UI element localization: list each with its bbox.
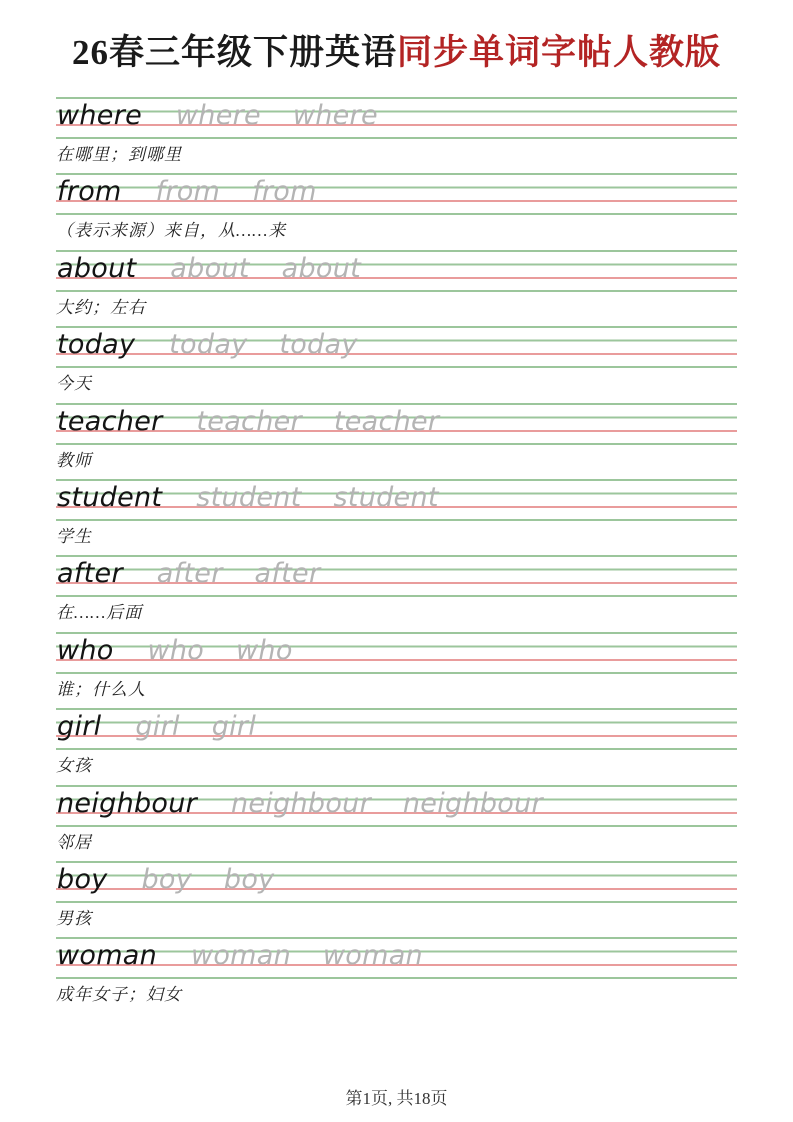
title-red-part: 同步单词字帖人教版 <box>397 33 722 72</box>
word-entry <box>56 632 737 701</box>
four-line-writing-guide <box>56 326 737 368</box>
word-trace-2: girl <box>211 711 257 743</box>
word-trace-2: today <box>279 329 358 361</box>
word-practice-line <box>57 326 737 364</box>
word-trace-1: teacher <box>196 405 302 437</box>
word-main: today <box>57 329 136 361</box>
word-trace-1: boy <box>141 863 192 895</box>
page-number-label: 第1页, 共18页 <box>345 1089 448 1108</box>
word-main: who <box>57 634 114 666</box>
word-trace-1: student <box>196 481 302 513</box>
word-entry <box>56 173 737 242</box>
word-entry <box>56 861 737 930</box>
word-trace-2: after <box>254 558 321 590</box>
word-meaning: 大约；左右 <box>56 297 146 317</box>
word-meaning: 今天 <box>56 374 92 394</box>
title-black-part: 26春三年级下册英语 <box>71 33 397 72</box>
word-meaning: 在……后面 <box>56 603 143 623</box>
word-entry <box>56 785 737 854</box>
four-line-writing-guide <box>56 937 737 979</box>
word-practice-line <box>57 785 737 823</box>
word-meaning: 在哪里；到哪里 <box>56 145 182 164</box>
word-practice-line <box>57 937 737 975</box>
word-entry <box>56 555 737 624</box>
four-line-writing-guide <box>56 403 737 445</box>
word-meaning: 邻居 <box>56 832 92 852</box>
word-trace-2: where <box>292 100 378 131</box>
word-main: from <box>57 176 122 208</box>
word-main: student <box>57 481 163 513</box>
four-line-writing-guide <box>56 632 737 674</box>
word-meaning: 成年女子；妇女 <box>56 985 182 1005</box>
word-meaning: 谁；什么人 <box>56 679 146 699</box>
four-line-writing-guide <box>56 861 737 903</box>
word-entry <box>56 479 737 548</box>
four-line-writing-guide <box>56 555 737 597</box>
word-trace-2: from <box>252 176 317 208</box>
word-meaning: 女孩 <box>56 756 92 776</box>
word-main: where <box>57 100 143 131</box>
word-trace-2: woman <box>322 940 423 972</box>
word-entry <box>56 250 737 319</box>
word-practice-line <box>57 250 737 288</box>
word-trace-2: student <box>333 481 439 513</box>
word-trace-2: boy <box>223 863 275 895</box>
word-entry <box>56 326 737 395</box>
word-practice-line <box>57 403 737 441</box>
word-practice-line <box>57 861 737 899</box>
word-entry <box>56 708 737 777</box>
word-practice-line <box>57 708 737 746</box>
word-practice-line <box>57 632 737 670</box>
word-entry <box>56 937 737 1006</box>
word-trace-1: from <box>155 176 221 208</box>
word-trace-1: today <box>169 329 248 361</box>
word-main: woman <box>57 940 158 972</box>
four-line-writing-guide <box>56 173 737 215</box>
word-trace-1: neighbour <box>230 787 371 819</box>
word-main: neighbour <box>57 787 198 819</box>
four-line-writing-guide <box>56 785 737 827</box>
word-main: after <box>57 558 123 590</box>
word-practice-line <box>57 173 737 211</box>
word-trace-2: about <box>281 252 361 284</box>
four-line-writing-guide <box>56 97 737 139</box>
word-main: girl <box>57 711 102 743</box>
four-line-writing-guide <box>56 479 737 521</box>
four-line-writing-guide <box>56 250 737 292</box>
page-footer <box>0 1084 793 1109</box>
four-line-writing-guide <box>56 708 737 750</box>
word-practice-line <box>57 479 737 517</box>
word-main: teacher <box>57 405 163 437</box>
word-main: boy <box>57 863 108 895</box>
word-trace-2: teacher <box>333 405 440 437</box>
word-trace-1: where <box>175 100 261 131</box>
word-entry <box>56 403 737 472</box>
page-title <box>0 32 793 74</box>
word-main: about <box>57 252 137 284</box>
word-meaning: 学生 <box>56 526 92 546</box>
word-trace-1: woman <box>190 940 292 972</box>
word-meaning: （表示来源）来自，从……来 <box>56 221 287 241</box>
word-entry <box>56 97 737 166</box>
word-meaning: 教师 <box>56 450 92 470</box>
word-trace-1: girl <box>135 711 180 743</box>
word-trace-1: about <box>170 252 250 284</box>
word-entry-list <box>56 97 737 1006</box>
word-practice-line <box>57 555 737 593</box>
word-meaning: 男孩 <box>56 908 92 928</box>
word-trace-2: who <box>236 634 293 666</box>
word-trace-2: neighbour <box>402 787 543 819</box>
word-trace-1: who <box>147 634 205 666</box>
word-practice-line <box>57 97 737 135</box>
word-trace-1: after <box>156 558 223 590</box>
